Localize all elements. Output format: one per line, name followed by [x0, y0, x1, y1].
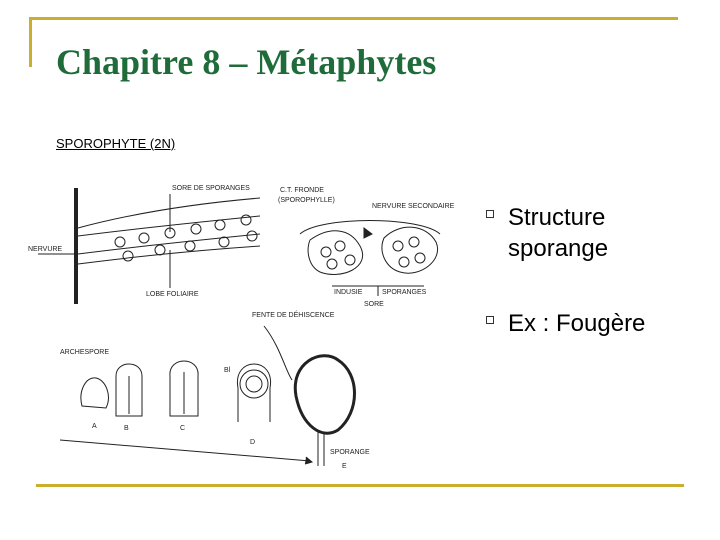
label-bl: Bl — [224, 367, 231, 374]
label-c: C — [180, 425, 186, 432]
frame-bottom-border — [36, 484, 684, 487]
leaf-sori-illustration — [38, 188, 260, 304]
bullet-line: Structure — [508, 204, 606, 231]
label-archespore: ARCHESPORE — [60, 349, 110, 356]
label-nervure: NERVURE — [28, 246, 63, 253]
label-sore: SORE — [364, 301, 384, 308]
label-lobe-foliaire: LOBE FOLIAIRE — [146, 291, 199, 298]
label-sore-sporanges: SORE DE SPORANGES — [172, 185, 250, 192]
bullet-line: sporange — [508, 235, 609, 262]
bullet-line: Ex : Fougère — [508, 310, 646, 337]
frame-top-border — [29, 17, 678, 20]
label-b: B — [124, 425, 129, 432]
label-a: A — [92, 423, 97, 430]
slide-subtitle: SPOROPHYTE (2N) — [56, 136, 176, 151]
label-sporange: SPORANGE — [330, 449, 370, 456]
frond-cross-section-illustration — [300, 221, 440, 297]
bullet-list — [486, 202, 706, 383]
label-e: E — [342, 463, 347, 470]
bullet-structure-sporange — [486, 202, 706, 264]
frame-left-border — [29, 17, 32, 67]
label-sporanges: SPORANGES — [382, 289, 427, 296]
label-sporophylle: (SPOROPHYLLE) — [278, 197, 335, 204]
label-ct-fronde: C.T. FRONDE — [280, 187, 324, 194]
label-nervure-secondaire: NERVURE SECONDAIRE — [372, 203, 455, 210]
bullet-example-fern — [486, 308, 706, 339]
sporangium-development-illustration — [60, 326, 355, 466]
square-bullet-icon — [486, 210, 494, 218]
label-d: D — [250, 439, 256, 446]
slide-title: Chapitre 8 – Métaphytes — [56, 42, 437, 82]
label-indusie: INDUSIE — [334, 289, 363, 296]
square-bullet-icon — [486, 316, 494, 324]
label-fente-dehiscence: FENTE DE DÉHISCENCE — [252, 312, 335, 319]
sporangium-diagram — [20, 176, 460, 476]
